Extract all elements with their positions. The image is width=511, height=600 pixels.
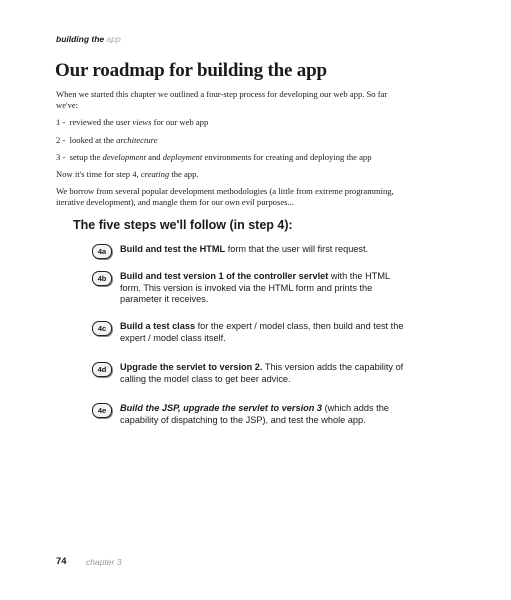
step-text <box>120 403 412 426</box>
step-bold-text: Build a test class <box>120 321 196 331</box>
step-text <box>120 244 412 256</box>
page-title: Our roadmap for building the app <box>55 60 327 81</box>
list-item-2-number: 2 <box>56 134 61 145</box>
list-item-2-emphasis: architecture <box>116 134 158 145</box>
list-item-1-number: 1 <box>56 117 61 128</box>
running-head-light: app <box>106 34 121 44</box>
list-item-3-text: setup the <box>69 151 103 162</box>
step-4a <box>92 244 412 256</box>
step-bold-text: Build and test the HTML <box>120 244 226 254</box>
intro-paragraph-1: When we started this chapter we outlined a four-step process for developing our web app. So far we've: <box>56 89 388 111</box>
step-bold-text: Upgrade the servlet to version 2. <box>120 362 263 372</box>
step-text <box>120 321 412 344</box>
step-rest-text: form that the user will first request. <box>225 244 369 254</box>
step-text <box>120 362 412 385</box>
page-number: 74 <box>56 556 67 567</box>
list-item-1: 1 - reviewed the user views for our web app <box>56 117 209 128</box>
list-item-1-text-end: for our web app <box>151 117 209 128</box>
intro-p2-emphasis: creating <box>140 169 170 180</box>
list-item-3-emphasis-2: deployment <box>162 151 203 162</box>
intro-p2-text: Now it's time for step 4, <box>56 169 141 180</box>
step-rest-text: This version adds the capability of calling the model class to get beer advice. <box>120 362 404 384</box>
list-item-2: 2 - looked at the architecture <box>56 134 158 145</box>
list-item-3-text-end: environments for creating and deploying the app <box>202 151 372 162</box>
intro-section <box>56 89 401 215</box>
step-text <box>120 271 412 306</box>
list-item-3-emphasis-1: development <box>102 151 146 162</box>
running-head <box>56 34 121 44</box>
step-badge: 4b <box>92 271 112 286</box>
step-badge: 4e <box>92 403 112 418</box>
step-bold-text: Build and test version 1 of the controller servlet <box>120 271 329 281</box>
list-item-1-emphasis: views <box>132 117 152 128</box>
step-rest-text: (which adds the capability of dispatching to the JSP), and test the whole app. <box>120 403 389 425</box>
list-item-3: 3 - setup the development and deployment environments for creating and deploying the app <box>56 151 372 162</box>
step-4e <box>92 403 412 426</box>
step-4d <box>92 362 412 385</box>
step-badge: 4d <box>92 362 112 377</box>
list-item-1-text: reviewed the user <box>69 117 133 128</box>
step-4c <box>92 321 412 344</box>
steps-heading: The five steps we'll follow (in step 4): <box>73 218 293 232</box>
list-item-2-text: looked at the <box>69 134 117 145</box>
step-rest-text: with the HTML form. This version is invoked via the HTML form and prints the parameter it receives. <box>120 271 390 304</box>
intro-paragraph-3: We borrow from several popular development methodologies (a little from extreme programming, iterative development), and mangle them for our own evil purposes... <box>56 186 394 208</box>
step-badge: 4a <box>92 244 112 259</box>
step-4b <box>92 271 412 306</box>
chapter-label: chapter 3 <box>86 557 122 567</box>
running-head-bold: building the <box>56 34 105 44</box>
list-item-3-text-mid: and <box>145 151 163 162</box>
step-rest-text: for the expert / model class, then build and test the expert / model class itself. <box>120 321 404 343</box>
step-bold-text: Build the JSP, upgrade the servlet to version 3 <box>120 403 323 413</box>
list-item-3-number: 3 <box>56 151 61 162</box>
intro-p2-text-end: the app. <box>169 169 199 180</box>
step-badge: 4c <box>92 321 112 336</box>
intro-paragraph-2 <box>56 169 401 180</box>
